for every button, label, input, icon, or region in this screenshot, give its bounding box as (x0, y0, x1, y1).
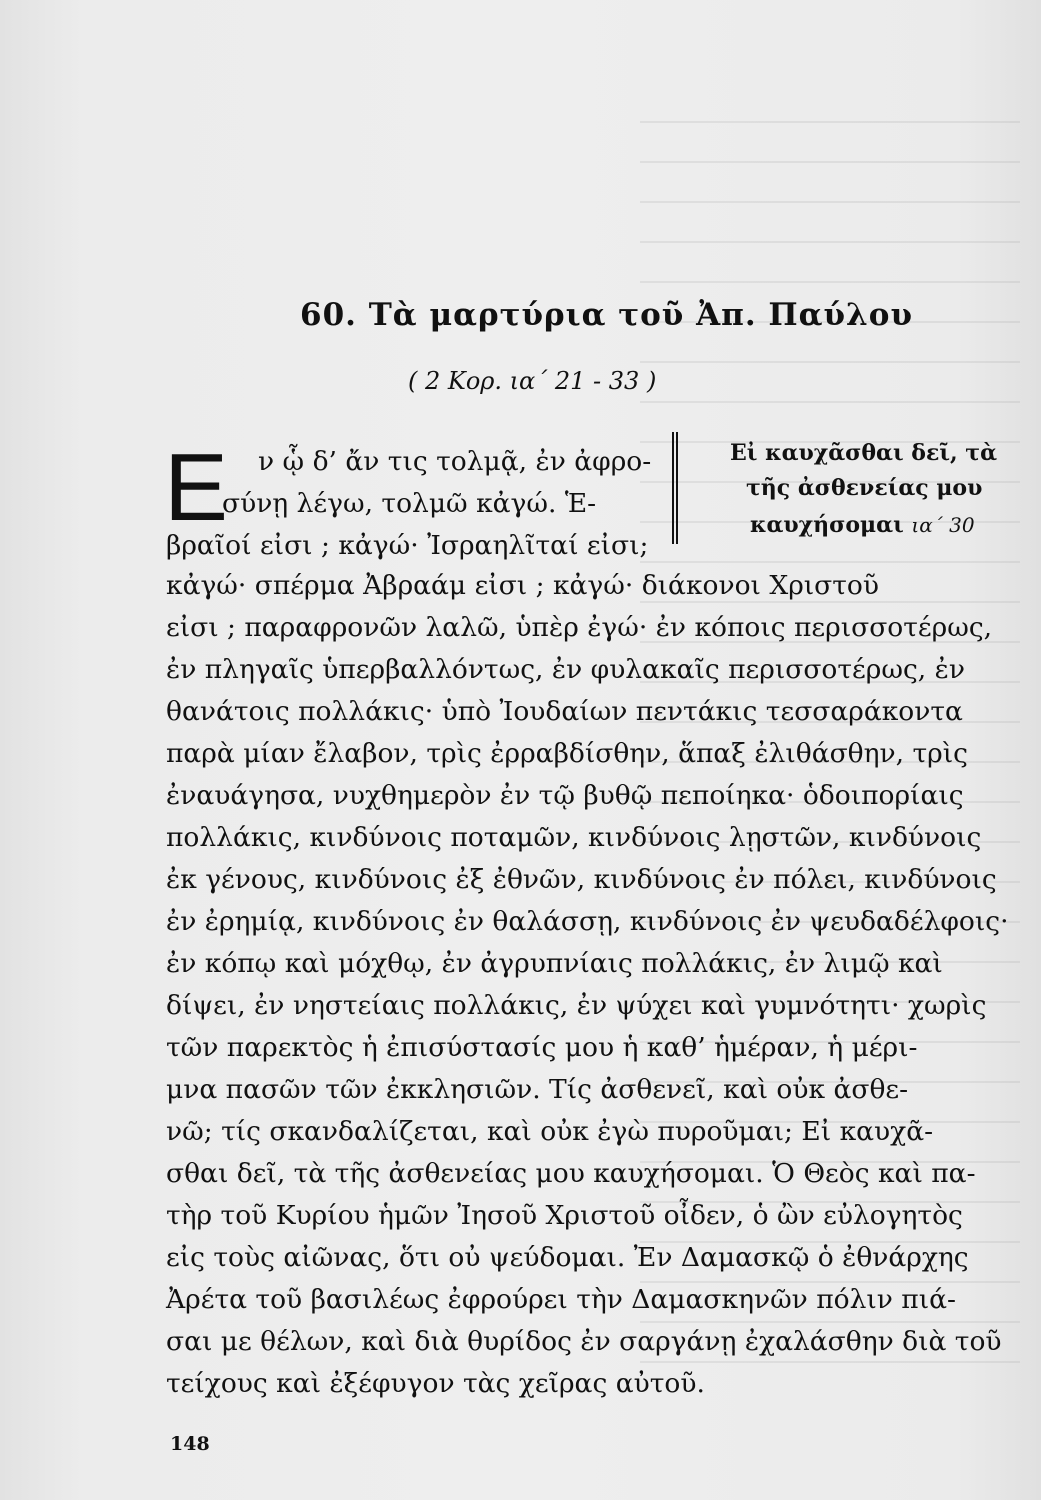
side-note-line: Εἰ καυχᾶσθαι δεῖ, τὰ (730, 440, 998, 466)
side-note-line (750, 512, 975, 538)
text-line: εἰς τοὺς αἰῶνας, ὅτι οὐ ψεύδομαι. Ἐν Δαμασκῷ ὁ ἐθνάρχης (166, 1242, 969, 1273)
text-line: ἐν πληγαῖς ὑπερβαλλόντως, ἐν φυλακαῖς περισσοτέρως, ἐν (166, 654, 965, 685)
text-line: ν ᾧ δ’ ἄν τις τολμᾷ, ἐν ἀφρο- (258, 446, 652, 477)
text-line: μνα πασῶν τῶν ἐκκλησιῶν. Τίς ἀσθενεῖ, καὶ οὐκ ἀσθε- (166, 1074, 909, 1105)
text-line: σύνῃ λέγω, τολμῶ κἀγώ. Ἑ- (222, 488, 597, 519)
page-number: 148 (170, 1433, 210, 1455)
chapter-title: 60. Τὰ μαρτύρια τοῦ Ἀπ. Παύλου (300, 297, 913, 333)
text-line: ἐν κόπῳ καὶ μόχθῳ, ἐν ἀγρυπνίαις πολλάκις, ἐν λιμῷ καὶ (166, 948, 943, 979)
text-line: τείχους καὶ ἐξέφυγον τὰς χεῖρας αὐτοῦ. (166, 1368, 705, 1399)
text-line: νῶ; τίς σκανδαλίζεται, καὶ οὐκ ἐγὼ πυροῦμαι; Εἰ καυχᾶ- (166, 1116, 934, 1147)
scripture-reference: ( 2 Κορ. ια΄ 21 - 33 ) (408, 367, 657, 395)
side-note-line: τῆς ἀσθενείας μου (746, 475, 983, 501)
text-line: παρὰ μίαν ἔλαβον, τρὶς ἐρραβδίσθην, ἅπαξ ἐλιθάσθην, τρὶς (166, 738, 968, 769)
text-line: τῶν παρεκτὸς ἡ ἐπισύστασίς μου ἡ καθ’ ἡμέραν, ἡ μέρι- (166, 1032, 918, 1063)
text-line: δίψει, ἐν νηστείαις πολλάκις, ἐν ψύχει καὶ γυμνότητι· χωρὶς (166, 990, 987, 1021)
side-note-ref: ια΄ 30 (911, 513, 975, 537)
text-line: κἀγώ· σπέρμα Ἀβραάμ εἰσι ; κἀγώ· διάκονοι Χριστοῦ (166, 570, 879, 601)
text-line: βραῖοί εἰσι ; κἀγώ· Ἰσραηλῖταί εἰσι; (166, 530, 649, 561)
text-line: ἐκ γένους, κινδύνοις ἐξ ἐθνῶν, κινδύνοις ἐν πόλει, κινδύνοις (166, 864, 997, 895)
drop-cap: Ε (164, 434, 229, 541)
margin-rule (672, 432, 678, 544)
text-line: εἰσι ; παραφρονῶν λαλῶ, ὑπὲρ ἐγώ· ἐν κόποις περισσοτέρως, (166, 612, 993, 643)
text-line: πολλάκις, κινδύνοις ποταμῶν, κινδύνοις λῃστῶν, κινδύνοις (166, 822, 982, 853)
text-line: σαι με θέλων, καὶ διὰ θυρίδος ἐν σαργάνῃ ἐχαλάσθην διὰ τοῦ (166, 1326, 1002, 1357)
text-line: τὴρ τοῦ Κυρίου ἡμῶν Ἰησοῦ Χριστοῦ οἶδεν, ὁ ὢν εὐλογητὸς (166, 1200, 963, 1231)
side-note-text: καυχήσομαι (750, 512, 904, 538)
text-line: Ἀρέτα τοῦ βασιλέως ἐφρούρει τὴν Δαμασκηνῶν πόλιν πιά- (166, 1284, 956, 1315)
text-line: θανάτοις πολλάκις· ὑπὸ Ἰουδαίων πεντάκις τεσσαράκοντα (166, 696, 963, 727)
text-line: ἐν ἐρημίᾳ, κινδύνοις ἐν θαλάσσῃ, κινδύνοις ἐν ψευδαδέλφοις· (166, 906, 1009, 937)
text-line: ἐναυάγησα, νυχθημερὸν ἐν τῷ βυθῷ πεποίηκα· ὁδοιπορίαις (166, 780, 964, 811)
text-line: σθαι δεῖ, τὰ τῆς ἀσθενείας μου καυχήσομαι. Ὁ Θεὸς καὶ πα- (166, 1158, 976, 1189)
